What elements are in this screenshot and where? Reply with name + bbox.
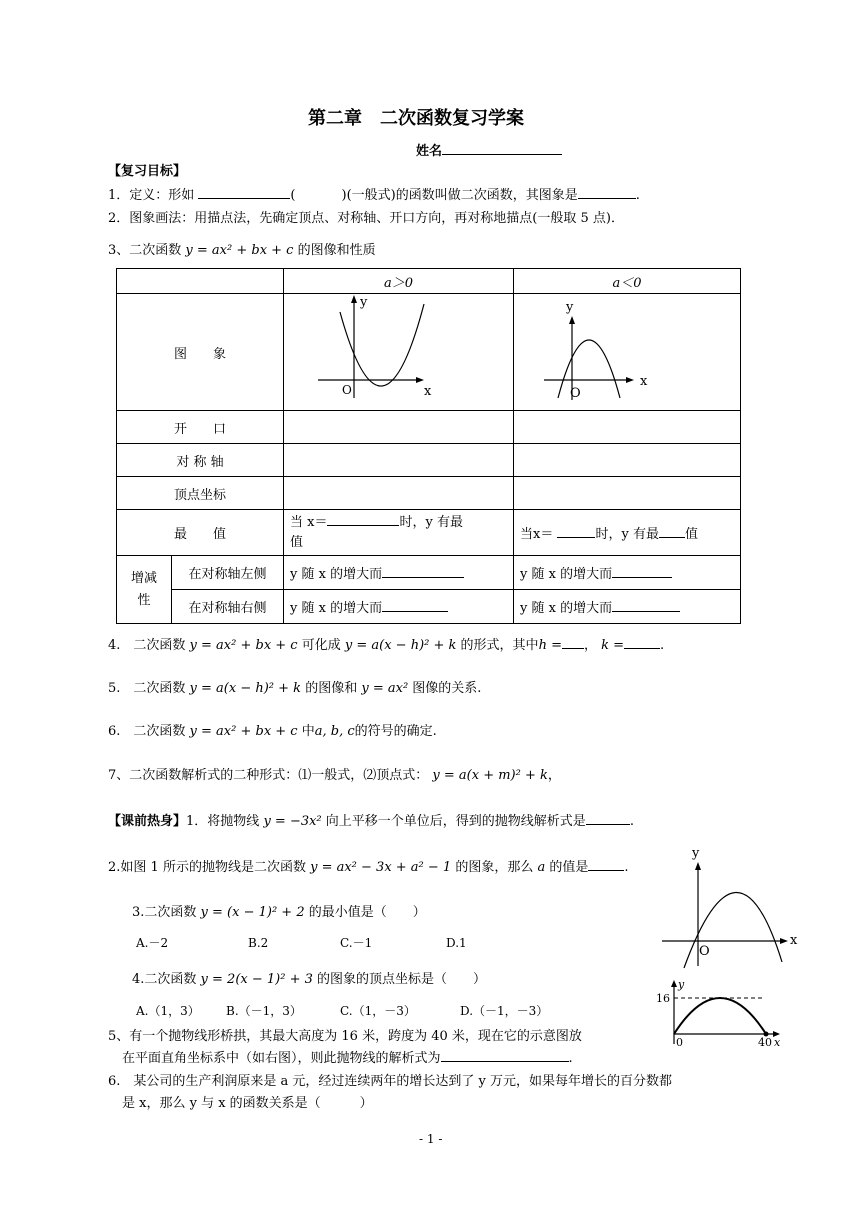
mono-text: y 随 x 的增大而	[290, 567, 383, 582]
y-arrow-icon	[351, 295, 357, 303]
p3-formula: y = (x − 1)² + 2	[200, 905, 305, 920]
warmup-3-options	[136, 934, 467, 951]
blank	[441, 1048, 569, 1062]
origin-label: 0	[676, 1036, 683, 1049]
cell-blank	[284, 444, 514, 477]
objective-3	[108, 239, 376, 258]
blank	[586, 811, 630, 825]
p2-text: 的值是	[549, 860, 589, 875]
parabola-curve	[558, 340, 620, 398]
obj1-blank1	[198, 185, 290, 199]
x-label: x	[790, 933, 798, 948]
right-of-axis: 在对称轴右侧	[172, 590, 284, 624]
obj3-text-b: 的图像和性质	[297, 243, 376, 258]
table-row	[117, 444, 741, 477]
y-label: y	[678, 978, 685, 991]
q7-formula: y = a(x + m)² + k	[432, 768, 548, 783]
warmup-5-line2: 在平面直角坐标系中（如右图），则此抛物线的解析式为 .	[122, 1047, 573, 1066]
q4-k: k =	[601, 638, 625, 653]
q4-formula: y = ax² + bx + c	[189, 638, 298, 653]
warmup-4-options	[136, 1002, 548, 1019]
q6-text: 的符号的确定.	[354, 724, 437, 739]
p5-text: 在平面直角坐标系中（如右图），则此抛物线的解析式为	[122, 1051, 441, 1066]
cell-blank	[514, 477, 741, 510]
row-graph-label: 图 象	[117, 294, 284, 411]
blank	[588, 857, 624, 871]
page-title: 第二章 二次函数复习学案	[308, 108, 524, 129]
option-c[interactable]: C.（1，－3）	[340, 1004, 416, 1018]
obj1-text-a: 1．定义：形如	[108, 188, 195, 203]
warmup-6-line1: 6. 某公司的生产利润原来是 a 元，经过连续两年的增长达到了 y 万元，如果每年增长的百分数都	[108, 1074, 673, 1089]
y-arrow-icon	[569, 316, 575, 324]
extreme-a-positive	[284, 510, 514, 556]
table-row	[117, 556, 741, 590]
q4-h: h =	[538, 638, 562, 653]
obj3-formula: y = ax² + bx + c	[185, 243, 294, 258]
row-extreme: 最 值	[117, 510, 284, 556]
blank	[382, 564, 464, 578]
warmup-2: 2.如图 1 所示的抛物线是二次函数 y = ax² − 3x + a² − 1 的图象，那么 a 的值是 .	[108, 856, 629, 875]
col-a-negative: a＜0	[514, 269, 741, 294]
q6-formula: y = ax² + bx + c	[189, 724, 298, 739]
extreme-text: 时，y 有最	[595, 527, 659, 542]
properties-table	[116, 268, 741, 624]
row-opening: 开 口	[117, 411, 284, 444]
option-a[interactable]: A.－2	[136, 936, 169, 950]
x-label: x	[424, 384, 432, 399]
objectives-heading: 【复习目标】	[108, 164, 187, 179]
cell-blank	[514, 411, 741, 444]
upward-parabola-graph	[284, 294, 513, 406]
span-label: 40	[758, 1036, 772, 1049]
obj3-text-a: 3、二次函数	[108, 243, 182, 258]
row-vertex: 顶点坐标	[117, 477, 284, 510]
mono-text: y 随 x 的增大而	[520, 601, 613, 616]
origin-label: O	[699, 944, 710, 959]
parabola-curve	[340, 304, 424, 386]
graph-a-negative	[514, 294, 741, 411]
p4-formula: y = 2(x − 1)² + 3	[200, 972, 313, 987]
q4-text: 可化成	[301, 638, 341, 653]
item-6	[108, 720, 437, 739]
extreme-text: 值	[290, 535, 304, 550]
mono-text: y 随 x 的增大而	[290, 601, 383, 616]
name-label	[416, 140, 562, 159]
origin-label: O	[342, 383, 352, 397]
mono-left-positive	[284, 556, 514, 590]
y-label: y	[360, 295, 368, 310]
arch-curve	[674, 998, 766, 1034]
blank	[382, 598, 448, 612]
mono-right-negative	[514, 590, 741, 624]
extreme-text: 当 x＝	[290, 515, 328, 530]
figure-1-parabola	[656, 840, 816, 970]
p2-text: 2.如图 1 所示的抛物线是二次函数	[108, 860, 306, 875]
q5-formula: y = a(x − h)² + k	[189, 681, 302, 696]
q6-abc: a, b, c	[314, 724, 355, 739]
table-row	[117, 477, 741, 510]
option-d[interactable]: D.（－1，－3）	[460, 1004, 549, 1018]
extreme-text: 时，y 有最	[399, 515, 463, 530]
q7-text: 7、二次函数解析式的二种形式：⑴一般式，⑵顶点式：	[108, 768, 429, 783]
item-7	[108, 764, 561, 783]
q4-text: 的形式，其中	[460, 638, 539, 653]
blank	[659, 524, 685, 538]
option-b[interactable]: B.（－1，3）	[226, 1004, 302, 1018]
obj1-text-b: )(一般式)的函数叫做二次函数，其图象是	[341, 188, 578, 203]
warmup-heading: 【课前热身】	[108, 814, 187, 829]
p3-text: 3.二次函数	[132, 905, 197, 920]
mono-text: y 随 x 的增大而	[520, 567, 613, 582]
p2-a: a	[537, 860, 546, 875]
y-label: y	[566, 300, 574, 315]
obj1-blank2	[578, 185, 636, 199]
blank	[612, 598, 680, 612]
height-label: 16	[656, 992, 670, 1005]
cell-blank	[284, 477, 514, 510]
warmup-1: 【课前热身】1．将抛物线 y = −3x² 向上平移一个单位后，得到的抛物线解析式是 .	[108, 810, 634, 829]
item-4: 4. 二次函数 y = ax² + bx + c 可化成 y = a(x − h)² + k 的形式，其中h = ， k = .	[108, 634, 664, 653]
extreme-text: 当x＝	[520, 527, 554, 542]
option-d[interactable]: D.1	[446, 936, 467, 950]
p2-formula: y = ax² − 3x + a² − 1	[310, 860, 452, 875]
col-a-positive: a＞0	[284, 269, 514, 294]
blank	[612, 564, 672, 578]
item-5	[108, 677, 481, 696]
downward-parabola-graph	[514, 294, 740, 406]
p1-text: 1．将抛物线	[186, 814, 260, 829]
x-label: x	[640, 374, 648, 389]
y-arrow-icon	[671, 980, 677, 987]
row-monotonicity	[117, 556, 172, 624]
extreme-text: 值	[684, 527, 698, 542]
q5-text: 图像的关系.	[412, 681, 482, 696]
blank	[557, 524, 595, 538]
option-b[interactable]: B.2	[248, 936, 269, 950]
cell-blank	[514, 444, 741, 477]
q6-text: 6. 二次函数	[108, 724, 186, 739]
left-of-axis: 在对称轴左侧	[172, 556, 284, 590]
option-c[interactable]: C.－1	[340, 936, 373, 950]
y-label: y	[692, 846, 700, 861]
p1-text: 向上平移一个单位后，得到的抛物线解析式是	[325, 814, 586, 829]
graph-a-positive	[284, 294, 514, 411]
table-corner	[117, 269, 284, 294]
row-axis: 对 称 轴	[117, 444, 284, 477]
q5-formula: y = ax²	[361, 681, 409, 696]
warmup-5-line1: 5、有一个抛物线形桥拱，其最大高度为 16 米，跨度为 40 米，现在它的示意图放	[108, 1029, 582, 1044]
q5-text: 的图像和	[305, 681, 358, 696]
p2-text: 的图象，那么	[455, 860, 534, 875]
x-arrow-icon	[416, 377, 424, 383]
q5-text: 5. 二次函数	[108, 681, 186, 696]
p1-formula: y = −3x²	[263, 814, 322, 829]
y-arrow-icon	[695, 862, 701, 870]
blank	[624, 635, 660, 649]
name-text: 姓名	[416, 144, 443, 159]
q7-text: ，	[547, 768, 561, 783]
warmup-3	[132, 901, 426, 920]
objective-1: 1．定义：形如 ( )(一般式)的函数叫做二次函数，其图象是 .	[108, 184, 640, 203]
page-number: - 1 -	[419, 1132, 443, 1146]
mono-left-negative	[514, 556, 741, 590]
table-row	[117, 510, 741, 556]
table-header-row	[117, 269, 741, 294]
blank	[562, 635, 584, 649]
blank	[327, 512, 399, 526]
p4-text: 的图象的顶点坐标是（ ）	[317, 972, 487, 987]
p4-text: 4.二次函数	[132, 972, 197, 987]
table-row	[117, 411, 741, 444]
q4-formula: y = a(x − h)² + k	[344, 638, 457, 653]
q6-text: 中	[301, 724, 315, 739]
p3-text: 的最小值是（ ）	[308, 905, 426, 920]
figure-2-bridge-arch	[650, 978, 780, 1062]
cell-blank	[284, 411, 514, 444]
table-row	[117, 294, 741, 411]
objective-2: 2．图象画法：用描点法，先确定顶点、对称轴、开口方向，再对称地描点(一般取 5 点)．	[108, 211, 624, 226]
mono-right-positive	[284, 590, 514, 624]
name-blank	[442, 141, 562, 155]
x-label: x	[774, 1036, 780, 1049]
option-a[interactable]: A.（1，3）	[136, 1004, 200, 1018]
q4-text: 4. 二次函数	[108, 638, 186, 653]
x-arrow-icon	[780, 938, 788, 944]
origin-label: O	[570, 386, 581, 401]
mono-label: 增减性	[130, 570, 157, 608]
warmup-4	[132, 968, 486, 987]
x-arrow-icon	[626, 377, 634, 383]
extreme-a-negative	[514, 510, 741, 556]
warmup-6-line2: 是 x，那么 y 与 x 的函数关系是（ ）	[122, 1096, 373, 1111]
table-row	[117, 590, 741, 624]
